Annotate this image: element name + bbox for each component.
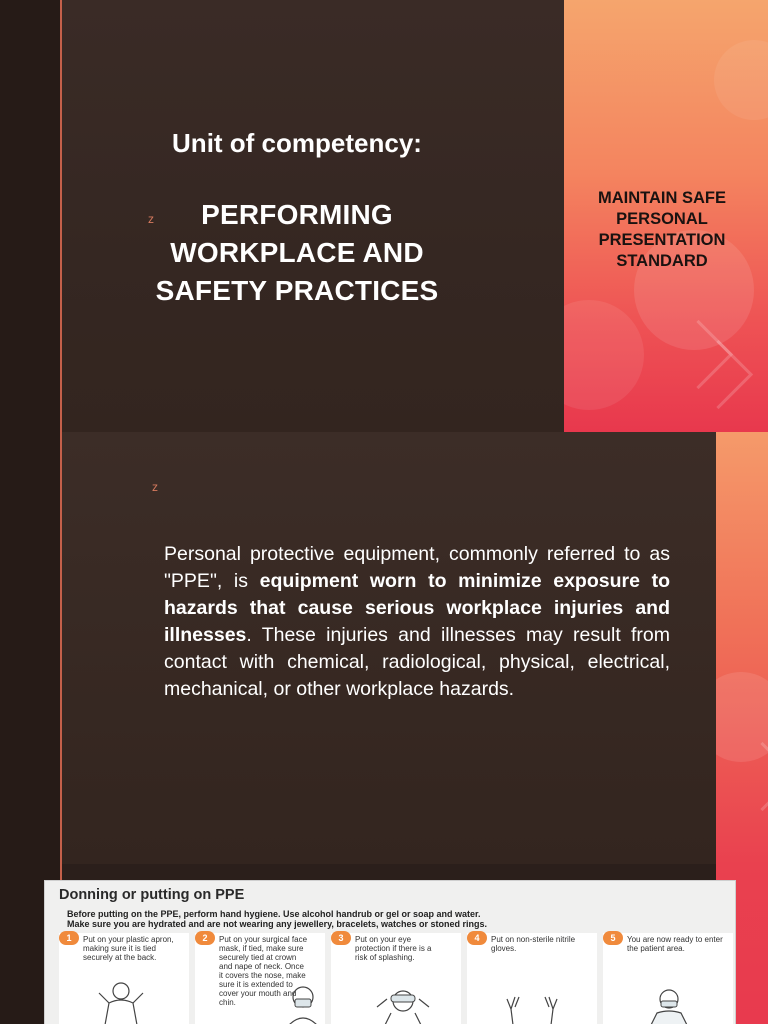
- definition-slide: [0, 432, 768, 864]
- eye-protection-figure-icon: [331, 933, 461, 1024]
- ppe-infographic: [44, 880, 736, 1024]
- subtitle-line-4: STANDARD: [616, 252, 708, 270]
- step-card: [195, 933, 325, 1024]
- subtitle-line-2: PERSONAL: [616, 210, 708, 228]
- step-number-badge: 5: [603, 931, 623, 945]
- z-marker: z: [148, 212, 154, 226]
- step-card: [603, 933, 733, 1024]
- left-strip: [0, 0, 62, 432]
- infographic-instruction-1: Before putting on the PPE, perform hand hygiene. Use alcohol handrub or gel or soap and water.: [67, 909, 481, 919]
- left-strip: [0, 432, 62, 864]
- paragraph-text: . These injuries and illnesses may result from contact with chemical, radiological, physical, electrical, mechanical, or other workplace hazards.: [164, 624, 670, 700]
- paragraph-text: Personal protective equipment, commonly referred to as "PPE", is: [164, 543, 670, 592]
- z-marker: z: [152, 480, 158, 494]
- infographic-title: Donning or putting on PPE: [59, 887, 245, 903]
- unit-label: Unit of competency:: [172, 128, 422, 158]
- step-card: [467, 933, 597, 1024]
- face-mask-figure-icon: [195, 933, 325, 1024]
- decor-circle: [564, 300, 644, 410]
- step-card: [331, 933, 461, 1024]
- step-text: Put on non-sterile nitrile gloves.: [491, 935, 576, 953]
- subtitle-line-1: MAINTAIN SAFE: [597, 189, 727, 207]
- decor-circle: [714, 40, 768, 120]
- title-line-3: SAFETY PRACTICES: [155, 275, 439, 306]
- step-number-badge: 4: [467, 931, 487, 945]
- title-line-1: PERFORMING: [201, 199, 393, 230]
- step-text: Put on your plastic apron, making sure it is tied securely at the back.: [83, 935, 174, 962]
- accent-line: [60, 432, 62, 864]
- subtitle-line-3: PRESENTATION: [598, 231, 726, 249]
- gloves-figure-icon: [467, 933, 597, 1024]
- step-number-badge: 1: [59, 931, 79, 945]
- title-slide: [0, 0, 768, 432]
- step-card: [59, 933, 189, 1024]
- donning-slide: [0, 864, 768, 1024]
- ppe-definition-paragraph: [164, 541, 670, 703]
- step-number-badge: 2: [195, 931, 215, 945]
- infographic-instruction-2: Make sure you are hydrated and are not wearing any jewellery, bracelets, watches or stoned rings.: [67, 919, 487, 929]
- title-line-2: WORKPLACE AND: [170, 237, 424, 268]
- right-decor-strip: [716, 432, 768, 864]
- step-text: Put on your eye protection if there is a risk of splashing.: [355, 935, 432, 962]
- apron-figure-icon: [59, 933, 189, 1024]
- paragraph-emphasis: equipment worn to minimize exposure to hazards that cause serious workplace injuries and illnesses: [164, 570, 670, 646]
- step-text: You are now ready to enter the patient area.: [627, 935, 723, 953]
- ready-figure-icon: [603, 933, 733, 1024]
- step-number-badge: 3: [331, 931, 351, 945]
- step-text: Put on your surgical face mask, if tied, make sure securely tied at crown and nape of neck. Once it covers the nose, make sure it is extended to cover your mouth and chin.: [219, 935, 308, 1007]
